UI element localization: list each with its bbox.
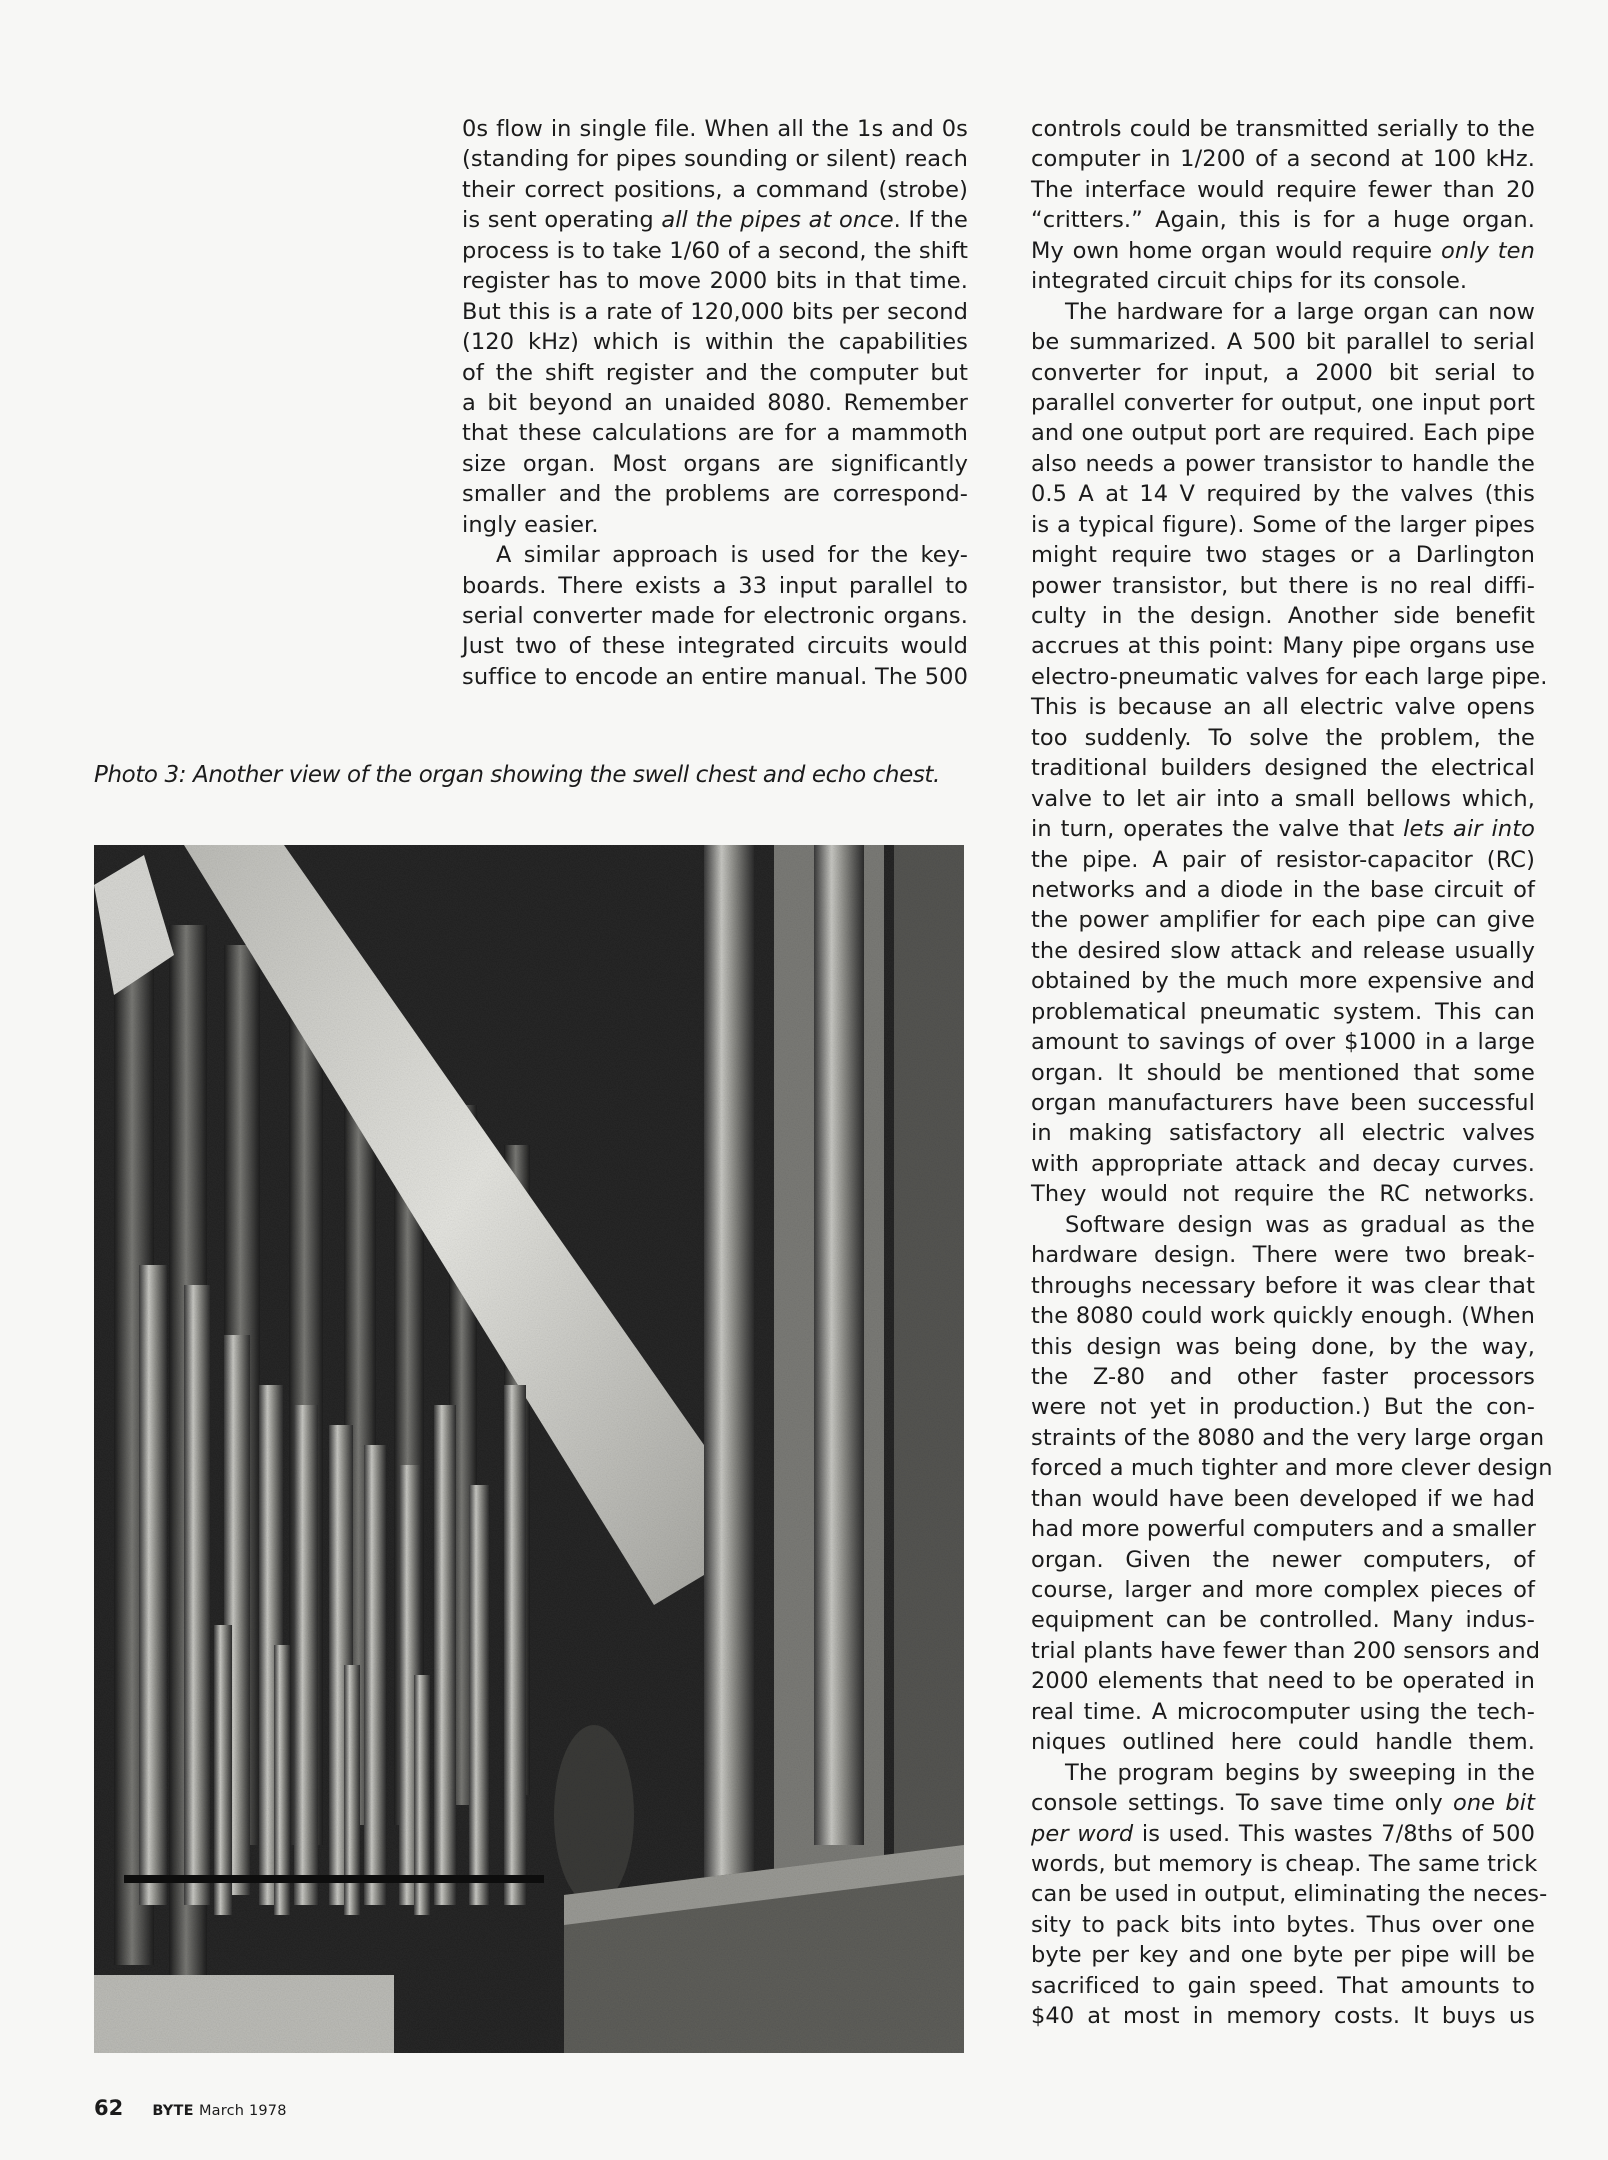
emphasis-text: per word [1031, 1820, 1134, 1847]
text-line: computer in 1/200 of a second at 100 kHz. [1031, 146, 1535, 173]
page-footer [94, 2096, 287, 2120]
text-line: Software design was as gradual as the [1065, 1211, 1535, 1238]
text-line: be summarized. A 500 bit parallel to serial [1031, 329, 1535, 356]
text-line: sity to pack bits into bytes. Thus over one [1031, 1911, 1535, 1938]
text-line: in turn, operates the valve that lets air into [1031, 816, 1535, 843]
text-line: The program begins by sweeping in the [1065, 1759, 1535, 1786]
text-line: this design was being done, by the way, [1031, 1333, 1535, 1360]
text-line: is sent operating all the pipes at once. If the [462, 207, 968, 234]
text-line: converter for input, a 2000 bit serial to [1031, 359, 1535, 386]
text-line: Just two of these integrated circuits would [462, 633, 968, 660]
text-line: 0s flow in single file. When all the 1s and 0s [462, 116, 968, 142]
text-line: controls could be transmitted serially to the [1031, 116, 1535, 142]
text-line: with appropriate attack and decay curves. [1031, 1150, 1535, 1177]
text-line: the 8080 could work quickly enough. (When [1031, 1303, 1535, 1330]
text-line: can be used in output, eliminating the neces- [1031, 1881, 1548, 1908]
text-line: smaller and the problems are correspond- [462, 481, 968, 508]
text-line: had more powerful computers and a smaller [1031, 1516, 1536, 1543]
emphasis-text: all the pipes at once [661, 207, 894, 234]
text-line: byte per key and one byte per pipe will be [1031, 1942, 1535, 1969]
text-line: their correct positions, a command (strobe) [462, 176, 968, 203]
text-line: traditional builders designed the electrical [1031, 755, 1535, 782]
article-column-right [1031, 114, 1553, 2032]
text-line: organ. It should be mentioned that some [1031, 1059, 1535, 1086]
text-line: hardware design. There were two break- [1031, 1242, 1535, 1269]
text-line: culty in the design. Another side benefit [1031, 603, 1535, 629]
text-line: integrated circuit chips for its console. [1031, 268, 1468, 295]
text-line: straints of the 8080 and the very large organ [1031, 1424, 1545, 1451]
text-line: throughs necessary before it was clear that [1031, 1272, 1535, 1299]
text-line: too suddenly. To solve the problem, the [1031, 724, 1535, 751]
text-line: 0.5 A at 14 V required by the valves (this [1031, 481, 1535, 508]
text-line: “critters.” Again, this is for a huge organ. [1031, 207, 1535, 234]
text-line: $40 at most in memory costs. It buys us [1031, 2003, 1535, 2030]
text-line: in making satisfactory all electric valves [1031, 1120, 1535, 1147]
text-line: that these calculations are for a mammoth [462, 420, 968, 447]
text-line: the desired slow attack and release usually [1031, 937, 1535, 964]
text-line: electro-pneumatic valves for each large pipe. [1031, 663, 1548, 690]
text-line: is a typical figure). Some of the larger pipes [1031, 511, 1535, 538]
text-line: might require two stages or a Darlington [1031, 542, 1535, 569]
text-line: the pipe. A pair of resistor-capacitor (RC) [1031, 846, 1535, 873]
article-column-left [462, 114, 968, 692]
text-line: size organ. Most organs are significantly [462, 450, 968, 477]
page-number: 62 [94, 2096, 124, 2120]
text-line: organ. Given the newer computers, of [1031, 1546, 1535, 1573]
text-line: parallel converter for output, one input port [1031, 389, 1535, 416]
photo-caption: Photo 3: Another view of the organ showing the swell chest and echo chest. [94, 762, 940, 788]
text-line: niques outlined here could handle them. [1031, 1729, 1535, 1756]
text-line: A similar approach is used for the key- [496, 542, 968, 569]
text-line: amount to savings of over $1000 in a large [1031, 1029, 1535, 1056]
text-line: than would have been developed if we had [1031, 1485, 1535, 1512]
emphasis-text: one bit [1452, 1790, 1535, 1817]
text-line: process is to take 1/60 of a second, the shift [462, 237, 968, 264]
text-line: suffice to encode an entire manual. The 500 [462, 663, 968, 690]
text-line: trial plants have fewer than 200 sensors and [1031, 1637, 1541, 1664]
text-line: of the shift register and the computer but [462, 359, 968, 386]
text-line: register has to move 2000 bits in that time. [462, 268, 968, 295]
text-line: per word is used. This wastes 7/8ths of 500 [1031, 1820, 1535, 1847]
text-line: They would not require the RC networks. [1031, 1181, 1535, 1208]
emphasis-text: lets air into [1403, 816, 1535, 843]
text-line: organ manufacturers have been successful [1031, 1090, 1535, 1116]
text-line: and one output port are required. Each pipe [1031, 420, 1535, 447]
text-line: real time. A microcomputer using the tech- [1031, 1698, 1535, 1725]
text-line: (120 kHz) which is within the capabilities [462, 329, 968, 356]
text-line: forced a much tighter and more clever design [1031, 1455, 1553, 1482]
text-line: course, larger and more complex pieces of [1031, 1577, 1535, 1603]
organ-pipes-image [94, 845, 964, 2053]
text-line: But this is a rate of 120,000 bits per second [462, 298, 968, 325]
magazine-issue [152, 2103, 286, 2119]
issue-date: March 1978 [198, 2103, 287, 2119]
text-line: The hardware for a large organ can now [1065, 298, 1535, 325]
text-line: words, but memory is cheap. The same trick [1031, 1850, 1538, 1877]
text-line: serial converter made for electronic organs. [462, 603, 968, 629]
organ-photo [94, 845, 964, 2053]
text-line: obtained by the much more expensive and [1031, 968, 1535, 995]
text-line: also needs a power transistor to handle the [1031, 450, 1535, 477]
text-line: This is because an all electric valve opens [1031, 694, 1535, 721]
text-line: sacrificed to gain speed. That amounts to [1031, 1972, 1535, 1999]
text-line: console settings. To save time only one bit [1031, 1790, 1535, 1817]
emphasis-text: only ten [1441, 237, 1535, 264]
text-line: boards. There exists a 33 input parallel to [462, 572, 968, 599]
text-line: valve to let air into a small bellows which, [1031, 785, 1535, 812]
text-line: power transistor, but there is no real diffi- [1031, 572, 1535, 599]
text-line: a bit beyond an unaided 8080. Remember [462, 389, 968, 416]
magazine-name: BYTE [152, 2103, 194, 2119]
text-line: 2000 elements that need to be operated in [1031, 1668, 1535, 1695]
text-line: networks and a diode in the base circuit of [1031, 876, 1535, 903]
text-line: the Z-80 and other faster processors [1031, 1363, 1535, 1390]
text-line: The interface would require fewer than 20 [1031, 176, 1535, 203]
text-line: problematical pneumatic system. This can [1031, 998, 1535, 1025]
text-line: equipment can be controlled. Many indus- [1031, 1607, 1535, 1634]
text-line: were not yet in production.) But the con- [1031, 1394, 1535, 1421]
text-line: (standing for pipes sounding or silent) reach [462, 146, 968, 173]
text-line: the power amplifier for each pipe can give [1031, 907, 1535, 934]
text-line: ingly easier. [462, 511, 599, 538]
text-line: My own home organ would require only ten [1031, 237, 1535, 264]
text-line: accrues at this point: Many pipe organs use [1031, 633, 1535, 660]
